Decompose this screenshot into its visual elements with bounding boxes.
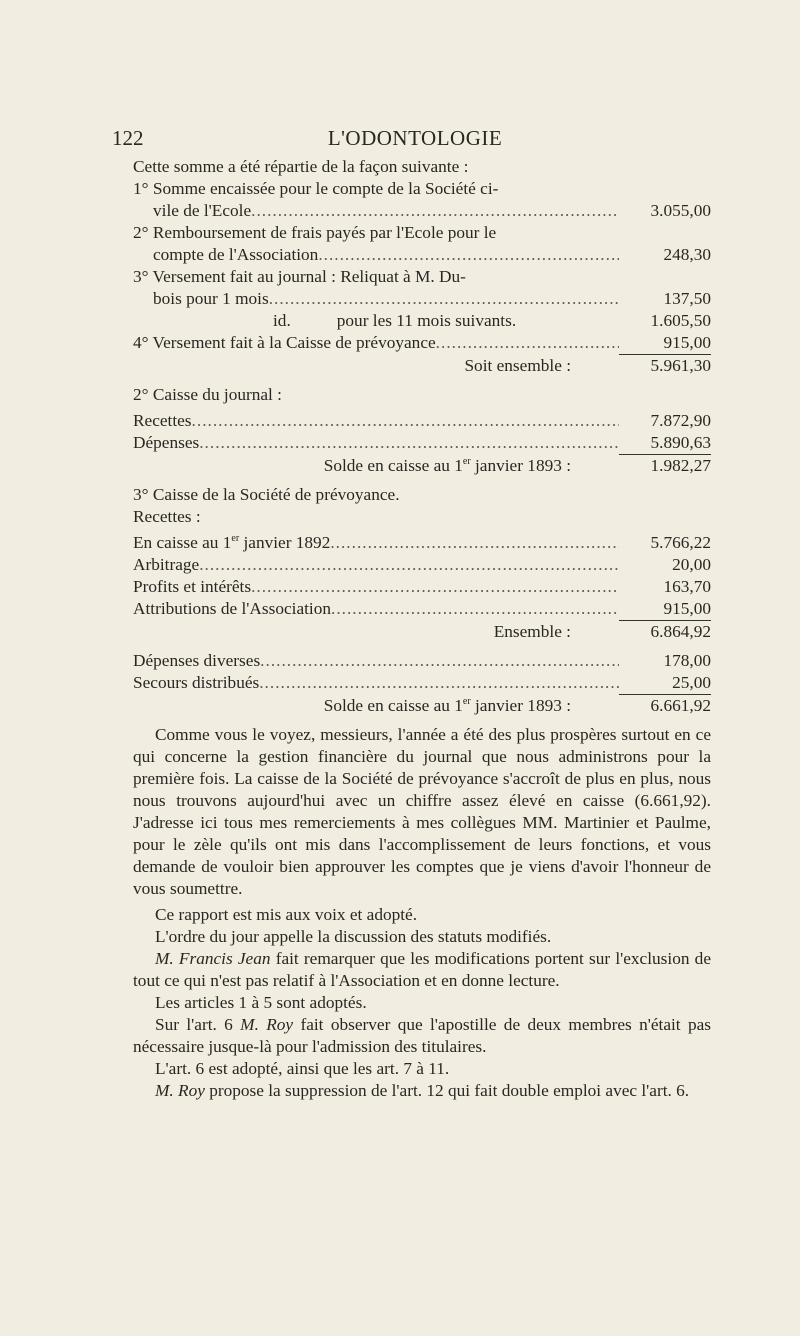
row-id: id. — [273, 311, 291, 330]
row-amount: 3.055,00 — [650, 201, 711, 220]
ledger-row — [133, 554, 711, 576]
page-header — [112, 126, 718, 156]
solde-label: Solde en caisse au 1er janvier 1893 : — [323, 456, 571, 475]
leader-dots — [251, 200, 619, 222]
section-heading: 3° Caisse de la Société de prévoyance. — [133, 485, 400, 504]
row-label: Recettes — [133, 411, 192, 430]
paragraph: Les articles 1 à 5 sont adoptés. — [155, 993, 367, 1012]
repartition-item-4 — [133, 332, 711, 354]
row-label: pour les 11 mois suivants. — [336, 311, 517, 330]
total-label: Soit ensemble : — [464, 356, 571, 375]
item-line: 2° Remboursement de frais payés par l'Ecole pour le — [133, 223, 497, 242]
repartition-item-3 — [133, 266, 711, 332]
ledger-row — [133, 650, 711, 672]
page-number: 122 — [112, 126, 144, 150]
solde-amount: 6.661,92 — [619, 694, 711, 717]
row-amount: 7.872,90 — [650, 411, 711, 430]
speaker-name: M. Roy — [155, 1081, 205, 1100]
section-heading: 2° Caisse du journal : — [133, 385, 282, 404]
leader-dots — [251, 576, 619, 598]
paragraph: M. Roy propose la suppression de l'art. 12 qui fait double emploi avec l'art. 6. — [155, 1081, 690, 1100]
ledger-row — [133, 410, 711, 432]
row-label: Arbitrage — [133, 555, 200, 574]
ledger-row — [133, 576, 711, 598]
ledger-row — [133, 432, 711, 454]
ensemble-row — [133, 620, 711, 643]
paragraph: L'art. 6 est adopté, ainsi que les art. 7 à 11. — [155, 1059, 450, 1078]
paragraph: M. Francis Jean fait remarquer que les modifications portent sur l'exclusion de tout ce qui n'est pas relatif à l'Association et en donne lecture. — [133, 949, 711, 990]
speaker-name: M. Roy — [240, 1015, 294, 1034]
row-label: compte de l'Association — [153, 245, 319, 264]
leader-dots — [199, 432, 619, 454]
recettes-label: Recettes : — [133, 507, 201, 526]
row-amount: 1.605,50 — [650, 311, 711, 330]
total-row — [133, 354, 711, 377]
item-line: 1° Somme encaissée pour le compte de la Société ci- — [133, 179, 499, 198]
ledger-row — [133, 598, 711, 620]
leader-dots — [259, 672, 619, 694]
row-amount: 915,00 — [663, 333, 711, 352]
solde-label: Solde en caisse au 1er janvier 1893 : — [323, 696, 571, 715]
row-amount: 137,50 — [663, 289, 711, 308]
page-content — [133, 156, 711, 1102]
leader-dots — [318, 244, 619, 266]
repartition-item-1 — [133, 178, 711, 222]
leader-dots — [331, 598, 619, 620]
intro-text: Cette somme a été répartie de la façon suivante : — [133, 157, 469, 176]
row-amount: 178,00 — [663, 651, 711, 670]
total-amount: 5.961,30 — [619, 354, 711, 377]
row-label: bois pour 1 mois — [153, 289, 269, 308]
row-label: Profits et intérêts — [133, 577, 252, 596]
row-amount: 163,70 — [663, 577, 711, 596]
row-label: Dépenses — [133, 433, 200, 452]
row-amount: 915,00 — [663, 599, 711, 618]
ensemble-label: Ensemble : — [493, 622, 571, 641]
row-amount: 5.890,63 — [650, 433, 711, 452]
row-label: Attributions de l'Association — [133, 599, 331, 618]
row-amount: 248,30 — [663, 245, 711, 264]
row-label: 4° Versement fait à la Caisse de prévoyance — [133, 333, 436, 352]
row-amount: 25,00 — [672, 673, 711, 692]
solde-row — [133, 694, 711, 717]
speaker-name: M. Francis Jean — [155, 949, 271, 968]
paragraph: Ce rapport est mis aux voix et adopté. — [155, 905, 418, 924]
ledger-row — [133, 244, 711, 266]
paragraph: Sur l'art. 6 M. Roy fait observer que l'apostille de deux membres n'était pas nécessaire jusque-là pour l'admission des titulaires. — [133, 1015, 711, 1056]
paragraph: Comme vous le voyez, messieurs, l'année a été des plus prospères surtout en ce qui concerne la gestion financière du journal que nous administrons pour la première fois. La caisse de la Société de prévoyance s'accroît de plus en plus, nous nous trouvons aujourd'hui avec un chiffre assez élevé en caisse (6.661,92). J'adresse ici tous mes remerciements à mes collègues MM. Martinier et Paulme, pour le zèle qu'ils ont mis dans l'accomplissement de leurs fonctions, et vous demande de vouloir bien approuver les comptes que je viens d'avoir l'honneur de vous soumettre. — [133, 725, 711, 898]
item-line: 3° Versement fait au journal : Reliquat à M. Du- — [133, 267, 466, 286]
ensemble-amount: 6.864,92 — [619, 620, 711, 643]
ledger-row — [133, 288, 711, 310]
ledger-row — [133, 532, 711, 554]
leader-dots — [436, 332, 619, 354]
leader-dots — [269, 288, 619, 310]
leader-dots — [260, 650, 619, 672]
row-label: Dépenses diverses — [133, 651, 261, 670]
leader-dots — [330, 532, 619, 554]
row-amount: 5.766,22 — [650, 533, 711, 552]
paragraph: L'ordre du jour appelle la discussion des statuts modifiés. — [155, 927, 552, 946]
row-label: vile de l'Ecole — [153, 201, 252, 220]
leader-dots — [192, 410, 619, 432]
ledger-row — [133, 672, 711, 694]
leader-dots — [199, 554, 619, 576]
row-amount: 20,00 — [672, 555, 711, 574]
solde-amount: 1.982,27 — [619, 454, 711, 477]
running-title: L'ODONTOLOGIE — [327, 126, 503, 150]
row-label: Secours distribués — [133, 673, 260, 692]
solde-row — [133, 454, 711, 477]
repartition-item-2 — [133, 222, 711, 266]
ledger-row-id — [133, 310, 711, 332]
row-label: En caisse au 1er janvier 1892 — [133, 533, 331, 552]
ledger-row — [133, 200, 711, 222]
